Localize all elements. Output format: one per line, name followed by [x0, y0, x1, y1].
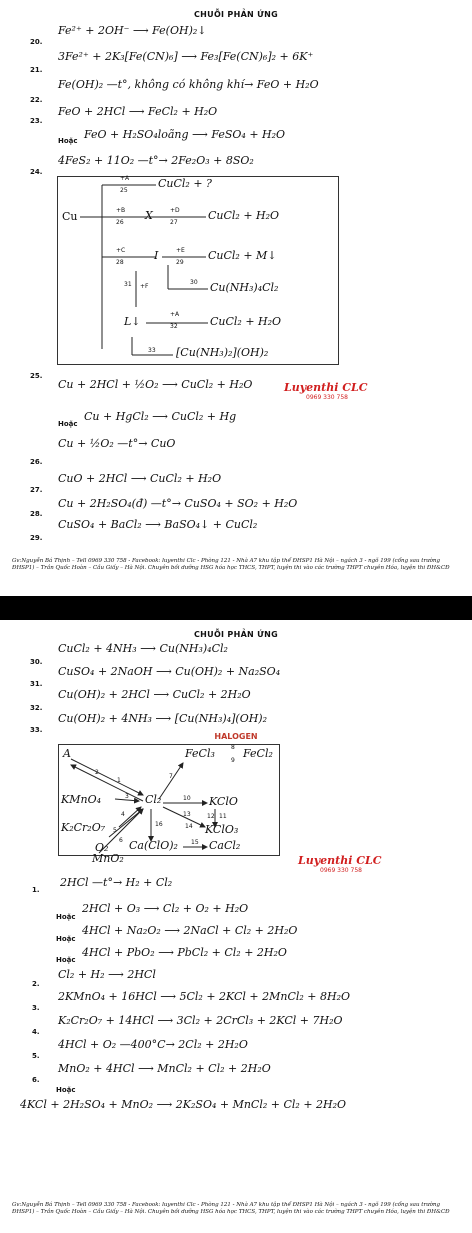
reaction-equation: 4KCl + 2H₂SO₄ + MnO₂ ⟶ 2K₂SO₄ + MnCl₂ + Cl₂ + 2H₂O: [20, 1098, 347, 1111]
reaction-equation: K₂Cr₂O₇ + 14HCl ⟶ 3Cl₂ + 2CrCl₃ + 2KCl + 7H₂O: [58, 1014, 343, 1027]
compound-label: FeCl₃: [185, 747, 215, 760]
compound-label: FeCl₂: [243, 747, 273, 760]
intermediate-label: L↓: [124, 315, 141, 328]
alternative-label: Hoặc: [56, 913, 76, 921]
step-number: 7: [169, 773, 173, 780]
reaction-number: 22.: [30, 96, 43, 104]
step-number: 9: [231, 757, 235, 764]
reaction-number: 32.: [30, 704, 43, 712]
copper-label: Cu: [62, 210, 78, 223]
reaction-number: 2.: [32, 980, 40, 988]
reaction-number: 1.: [32, 886, 40, 894]
reagent-label: +F: [140, 283, 149, 290]
step-number: 30: [190, 279, 198, 286]
reaction-equation: CuSO₄ + 2NaOH ⟶ Cu(OH)₂ + Na₂SO₄: [58, 665, 281, 678]
product-label: CuCl₂ + M↓: [208, 249, 277, 262]
page-title: CHUỖI PHẢN ỨNG: [193, 10, 278, 19]
brand-logo-text: Luyenthi CLC: [298, 854, 382, 867]
product-label: [Cu(NH₃)₂](OH)₂: [176, 346, 269, 359]
compound-label: K₂Cr₂O₇: [61, 821, 106, 834]
reaction-equation: 4HCl + Na₂O₂ ⟶ 2NaCl + Cl₂ + 2H₂O: [82, 924, 298, 937]
step-number: 11: [219, 813, 227, 820]
compound-label: KMnO₄: [61, 793, 101, 806]
product-label: CuCl₂ + ?: [158, 177, 212, 190]
product-label: CuCl₂ + H₂O: [208, 209, 280, 222]
step-number: 31: [124, 281, 132, 288]
reaction-number: 6.: [32, 1076, 40, 1084]
reagent-label: +D: [170, 207, 180, 214]
reaction-equation: Cl₂ + H₂ ⟶ 2HCl: [58, 968, 156, 981]
reaction-equation: CuSO₄ + BaCl₂ ⟶ BaSO₄↓ + CuCl₂: [58, 518, 258, 531]
reaction-number: 27.: [30, 486, 43, 494]
reaction-equation: 3Fe²⁺ + 2K₃[Fe(CN)₆] ⟶ Fe₃[Fe(CN)₆]₂ + 6K⁺: [58, 50, 314, 63]
step-number: 4: [121, 811, 125, 818]
reaction-equation: 2KMnO₄ + 16HCl ⟶ 5Cl₂ + 2KCl + 2MnCl₂ + 8H₂O: [58, 990, 351, 1003]
alternative-label: Hoặc: [56, 1086, 76, 1094]
reaction-number: 29.: [30, 534, 43, 542]
alternative-label: Hoặc: [56, 956, 76, 964]
step-number: 28: [116, 259, 124, 266]
document-page-2: [0, 620, 472, 1233]
reaction-number: 21.: [30, 66, 43, 74]
alternative-label: Hoặc: [58, 137, 78, 145]
compound-label: Cl₂: [145, 793, 162, 806]
section-title: HALOGEN: [214, 732, 258, 741]
reaction-number: 28.: [30, 510, 43, 518]
reaction-equation: Cu + ½O₂ —t°→ CuO: [58, 437, 176, 450]
step-number: 8: [231, 744, 235, 751]
reaction-equation: FeO + H₂SO₄loãng ⟶ FeSO₄ + H₂O: [84, 128, 286, 141]
compound-label: MnO₂: [92, 852, 124, 865]
intermediate-label: I: [154, 249, 159, 262]
step-number: 2: [95, 769, 99, 776]
step-number: 32: [170, 323, 178, 330]
reaction-equation: MnO₂ + 4HCl ⟶ MnCl₂ + Cl₂ + 2H₂O: [58, 1062, 271, 1075]
page-footer: Gv:Nguyễn Bá Thịnh – Tell 0969 330 758 - Facebook: luyenthi Clc - Phòng 121 - Nhà A7 khu tập thể ĐHSP1 Hà Nội – ngách 3 - ngõ 199 (cổng sau trường ĐHSP1) – Trần Quốc Hoàn – Cầu Giấy – Hà Nội. Chuyên bồi dưỡng HSG hóa học THCS, THPT, luyện thi vào các trường THPT chuyên Hóa, luyện thi ĐH&CĐ: [12, 1202, 450, 1215]
reagent-label: +B: [116, 207, 126, 214]
reaction-number: 24.: [30, 168, 43, 176]
reagent-label: +C: [116, 247, 126, 254]
reaction-equation: Cu + 2HCl + ½O₂ ⟶ CuCl₂ + H₂O: [58, 378, 253, 391]
reaction-equation: Cu(OH)₂ + 4NH₃ ⟶ [Cu(NH₃)₄](OH)₂: [58, 712, 268, 725]
compound-label: KClO₃: [205, 823, 239, 836]
step-number: 1: [117, 777, 121, 784]
alternative-label: Hoặc: [58, 420, 78, 428]
product-label: Cu(NH₃)₄Cl₂: [210, 281, 279, 294]
step-number: 13: [183, 811, 191, 818]
compound-label: CaCl₂: [209, 839, 241, 852]
reaction-equation: 4HCl + PbO₂ ⟶ PbCl₂ + Cl₂ + 2H₂O: [82, 946, 287, 959]
reaction-equation: FeO + 2HCl ⟶ FeCl₂ + H₂O: [58, 105, 218, 118]
step-number: 14: [185, 823, 193, 830]
step-number: 12: [207, 813, 215, 820]
reaction-number: 23.: [30, 117, 43, 125]
reaction-equation: 4HCl + O₂ —400°C→ 2Cl₂ + 2H₂O: [58, 1038, 248, 1051]
step-number: 26: [116, 219, 124, 226]
step-number: 15: [191, 839, 199, 846]
compound-label: Ca(ClO)₂: [129, 839, 178, 852]
brand-phone: 0969 330 758: [306, 394, 348, 401]
reaction-equation: 2HCl + O₃ ⟶ Cl₂ + O₂ + H₂O: [82, 902, 249, 915]
step-number: 16: [155, 821, 163, 828]
step-number: 27: [170, 219, 178, 226]
step-number: 3: [125, 793, 129, 800]
product-label: CuCl₂ + H₂O: [210, 315, 282, 328]
reaction-number: 20.: [30, 38, 43, 46]
reagent-label: +A: [170, 311, 180, 318]
reaction-equation: CuCl₂ + 4NH₃ ⟶ Cu(NH₃)₄Cl₂: [58, 642, 228, 655]
reaction-number: 26.: [30, 458, 43, 466]
reagent-label: +A: [120, 175, 130, 182]
reaction-equation: Fe(OH)₂ —t°, không có không khí→ FeO + H₂O: [58, 78, 319, 91]
step-number: 29: [176, 259, 184, 266]
page-title: CHUỖI PHẢN ỨNG: [193, 630, 278, 639]
reaction-equation: CuO + 2HCl ⟶ CuCl₂ + H₂O: [58, 472, 222, 485]
step-number: 25: [120, 187, 128, 194]
brand-logo-text: Luyenthi CLC: [284, 381, 368, 394]
reaction-equation: 2HCl —t°→ H₂ + Cl₂: [60, 876, 173, 889]
reaction-number: 33.: [30, 726, 43, 734]
brand-phone: 0969 330 758: [320, 867, 362, 874]
alternative-label: Hoặc: [56, 935, 76, 943]
compound-label: KClO: [209, 795, 238, 808]
reaction-equation: Fe²⁺ + 2OH⁻ ⟶ Fe(OH)₂↓: [58, 24, 207, 37]
reaction-number: 4.: [32, 1028, 40, 1036]
page-footer: Gv:Nguyễn Bá Thịnh – Tell 0969 330 758 - Facebook: luyenthi Clc - Phòng 121 - Nhà A7 khu tập thể ĐHSP1 Hà Nội – ngách 3 - ngõ 199 (cổng sau trường ĐHSP1) – Trần Quốc Hoàn – Cầu Giấy – Hà Nội. Chuyên bồi dưỡng HSG hóa học THCS, THPT, luyện thi vào các trường THPT chuyên Hóa, luyện thi ĐH&CĐ: [12, 558, 450, 571]
step-number: 6: [119, 837, 123, 844]
reagent-label: +E: [176, 247, 185, 254]
reaction-equation: Cu(OH)₂ + 2HCl ⟶ CuCl₂ + 2H₂O: [58, 688, 251, 701]
reaction-number: 5.: [32, 1052, 40, 1060]
step-number: 10: [183, 795, 191, 802]
step-number: 5: [113, 827, 117, 834]
reaction-equation: 4FeS₂ + 11O₂ —t°→ 2Fe₂O₃ + 8SO₂: [58, 154, 254, 167]
document-page-1: [0, 0, 472, 596]
halogen-scheme-box: [58, 744, 280, 856]
copper-scheme-lines: [58, 177, 338, 364]
compound-label: A: [63, 747, 71, 760]
reaction-equation: Cu + 2H₂SO₄(đ) —t°→ CuSO₄ + SO₂ + H₂O: [58, 497, 298, 510]
reaction-equation: Cu + HgCl₂ ⟶ CuCl₂ + Hg: [84, 410, 237, 423]
reaction-number: 25.: [30, 372, 43, 380]
step-number: 33: [148, 347, 156, 354]
intermediate-label: X: [145, 209, 153, 222]
compound-label: O₂: [95, 841, 109, 854]
reaction-number: 3.: [32, 1004, 40, 1012]
reaction-number: 31.: [30, 680, 43, 688]
reaction-number: 30.: [30, 658, 43, 666]
copper-scheme-box: [57, 176, 339, 365]
